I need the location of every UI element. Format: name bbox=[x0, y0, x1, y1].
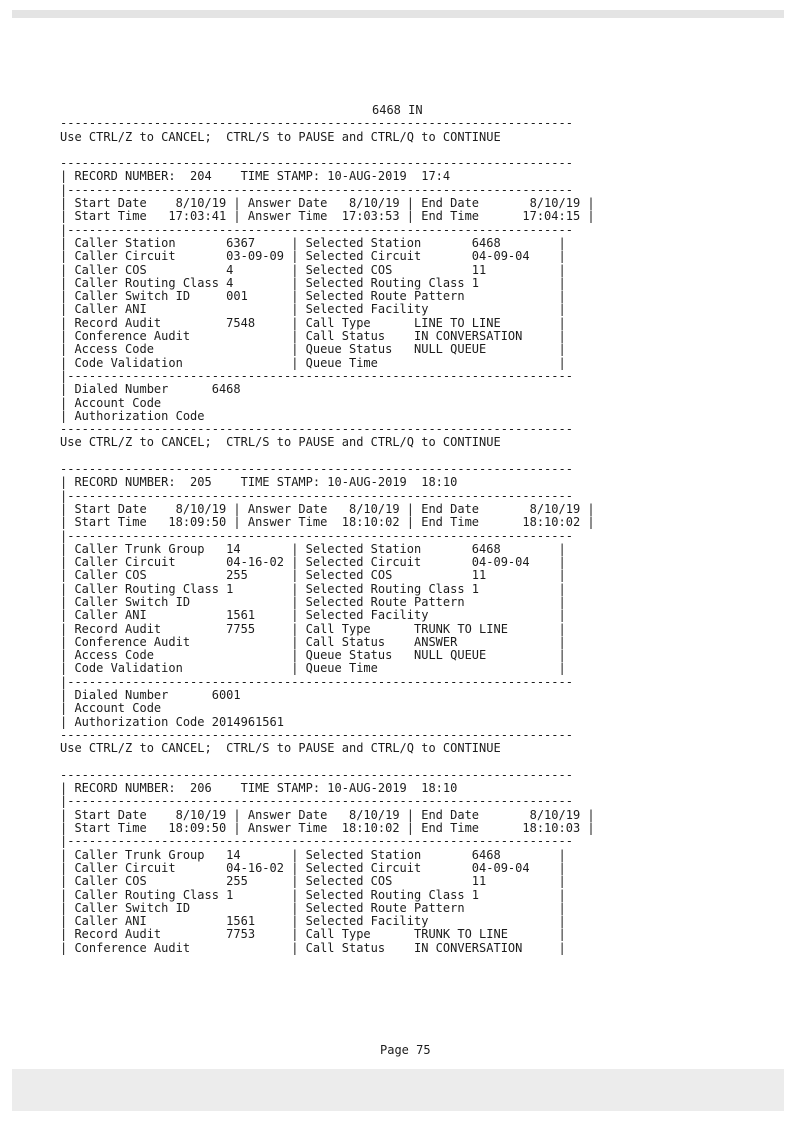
account-code-row: | Account Code bbox=[60, 395, 162, 410]
separator-line: |---------------------------------------------------------------------- bbox=[60, 222, 573, 237]
field-row: | Conference Audit | Call Status IN CONVERSATION | bbox=[60, 329, 566, 344]
separator-line: ----------------------------------------------------------------------- bbox=[60, 422, 573, 437]
separator-line: ----------------------------------------------------------------------- bbox=[60, 462, 573, 477]
blank-line bbox=[60, 450, 720, 463]
account-code-row: | Account Code bbox=[60, 701, 162, 716]
field-row: | Conference Audit | Call Status ANSWER | bbox=[60, 634, 566, 649]
separator-line: ----------------------------------------------------------------------- bbox=[60, 156, 573, 171]
field-row: | Caller Switch ID | Selected Route Pattern | bbox=[60, 594, 566, 609]
separator-line: |---------------------------------------------------------------------- bbox=[60, 182, 573, 197]
dialed-number-row: | Dialed Number 6001 bbox=[60, 688, 241, 703]
field-row: | Caller COS 255 | Selected COS 11 | bbox=[60, 874, 566, 889]
blank-line bbox=[60, 756, 720, 769]
field-row: | Caller Circuit 04-16-02 | Selected Circuit 04-09-04 | bbox=[60, 860, 566, 875]
field-row: | Caller COS 255 | Selected COS 11 | bbox=[60, 568, 566, 583]
field-row: | Code Validation | Queue Time | bbox=[60, 355, 566, 370]
field-row: | Caller ANI 1561 | Selected Facility | bbox=[60, 608, 566, 623]
separator-line: ----------------------------------------------------------------------- bbox=[60, 767, 573, 782]
date-row: | Start Date 8/10/19 | Answer Date 8/10/19 | End Date 8/10/19 | bbox=[60, 807, 595, 822]
field-row: | Caller ANI | Selected Facility | bbox=[60, 302, 566, 317]
authorization-code-row: | Authorization Code bbox=[60, 408, 212, 423]
field-row: | Record Audit 7753 | Call Type TRUNK TO LINE | bbox=[60, 927, 566, 942]
scan-bottom-edge bbox=[12, 1069, 784, 1111]
separator-line: ----------------------------------------------------------------------- bbox=[60, 116, 573, 131]
scan-top-edge bbox=[12, 10, 784, 18]
field-row: | Caller Routing Class 1 | Selected Routing Class 1 | bbox=[60, 581, 566, 596]
separator-line: |---------------------------------------------------------------------- bbox=[60, 834, 573, 849]
field-row: | Caller Switch ID 001 | Selected Route Pattern | bbox=[60, 289, 566, 304]
field-row: | Caller Station 6367 | Selected Station 6468 | bbox=[60, 235, 566, 250]
dialed-number-row: | Dialed Number 6468 bbox=[60, 382, 241, 397]
blank-line bbox=[60, 144, 720, 157]
separator-line: |---------------------------------------------------------------------- bbox=[60, 488, 573, 503]
cancel-notice: Use CTRL/Z to CANCEL; CTRL/S to PAUSE and CTRL/Q to CONTINUE bbox=[60, 741, 501, 756]
record-header: | RECORD NUMBER: 205 TIME STAMP: 10-AUG-2019 18:10 bbox=[60, 475, 458, 490]
time-row: | Start Time 18:09:50 | Answer Time 18:10:02 | End Time 18:10:02 | bbox=[60, 515, 595, 530]
record-header: | RECORD NUMBER: 206 TIME STAMP: 10-AUG-2019 18:10 bbox=[60, 781, 458, 796]
field-row: | Access Code | Queue Status NULL QUEUE | bbox=[60, 342, 566, 357]
field-row: | Caller Circuit 04-16-02 | Selected Circuit 04-09-04 | bbox=[60, 555, 566, 570]
time-row: | Start Time 17:03:41 | Answer Time 17:03:53 | End Time 17:04:15 | bbox=[60, 209, 595, 224]
field-row: | Record Audit 7755 | Call Type TRUNK TO LINE | bbox=[60, 621, 566, 636]
field-row: | Caller Routing Class 1 | Selected Routing Class 1 | bbox=[60, 887, 566, 902]
field-row: | Caller Switch ID | Selected Route Pattern | bbox=[60, 900, 566, 915]
record-header: | RECORD NUMBER: 204 TIME STAMP: 10-AUG-2019 17:4 bbox=[60, 169, 451, 184]
field-row: | Caller Circuit 03-09-09 | Selected Circuit 04-09-04 | bbox=[60, 249, 566, 264]
report-title: 6468 IN bbox=[372, 103, 423, 117]
cancel-notice: Use CTRL/Z to CANCEL; CTRL/S to PAUSE and CTRL/Q to CONTINUE bbox=[60, 435, 501, 450]
report-body bbox=[60, 117, 720, 955]
field-row: | Caller Routing Class 4 | Selected Routing Class 1 | bbox=[60, 275, 566, 290]
field-row: | Caller Trunk Group 14 | Selected Station 6468 | bbox=[60, 541, 566, 556]
field-row: | Code Validation | Queue Time | bbox=[60, 661, 566, 676]
field-row: | Access Code | Queue Status NULL QUEUE | bbox=[60, 648, 566, 663]
separator-line: |---------------------------------------------------------------------- bbox=[60, 368, 573, 383]
separator-line: |---------------------------------------------------------------------- bbox=[60, 528, 573, 543]
time-row: | Start Time 18:09:50 | Answer Time 18:10:02 | End Time 18:10:03 | bbox=[60, 821, 595, 836]
field-row: | Record Audit 7548 | Call Type LINE TO LINE | bbox=[60, 315, 566, 330]
page-number: Page 75 bbox=[380, 1043, 431, 1057]
date-row: | Start Date 8/10/19 | Answer Date 8/10/19 | End Date 8/10/19 | bbox=[60, 501, 595, 516]
separator-line: |---------------------------------------------------------------------- bbox=[60, 794, 573, 809]
field-row: | Conference Audit | Call Status IN CONVERSATION | bbox=[60, 940, 566, 955]
call-record-report bbox=[60, 104, 720, 955]
separator-line: |---------------------------------------------------------------------- bbox=[60, 674, 573, 689]
cancel-notice: Use CTRL/Z to CANCEL; CTRL/S to PAUSE and CTRL/Q to CONTINUE bbox=[60, 129, 501, 144]
field-row: | Caller COS 4 | Selected COS 11 | bbox=[60, 262, 566, 277]
separator-line: ----------------------------------------------------------------------- bbox=[60, 727, 573, 742]
authorization-code-row: | Authorization Code 2014961561 bbox=[60, 714, 284, 729]
field-row: | Caller Trunk Group 14 | Selected Station 6468 | bbox=[60, 847, 566, 862]
field-row: | Caller ANI 1561 | Selected Facility | bbox=[60, 914, 566, 929]
date-row: | Start Date 8/10/19 | Answer Date 8/10/19 | End Date 8/10/19 | bbox=[60, 196, 595, 211]
